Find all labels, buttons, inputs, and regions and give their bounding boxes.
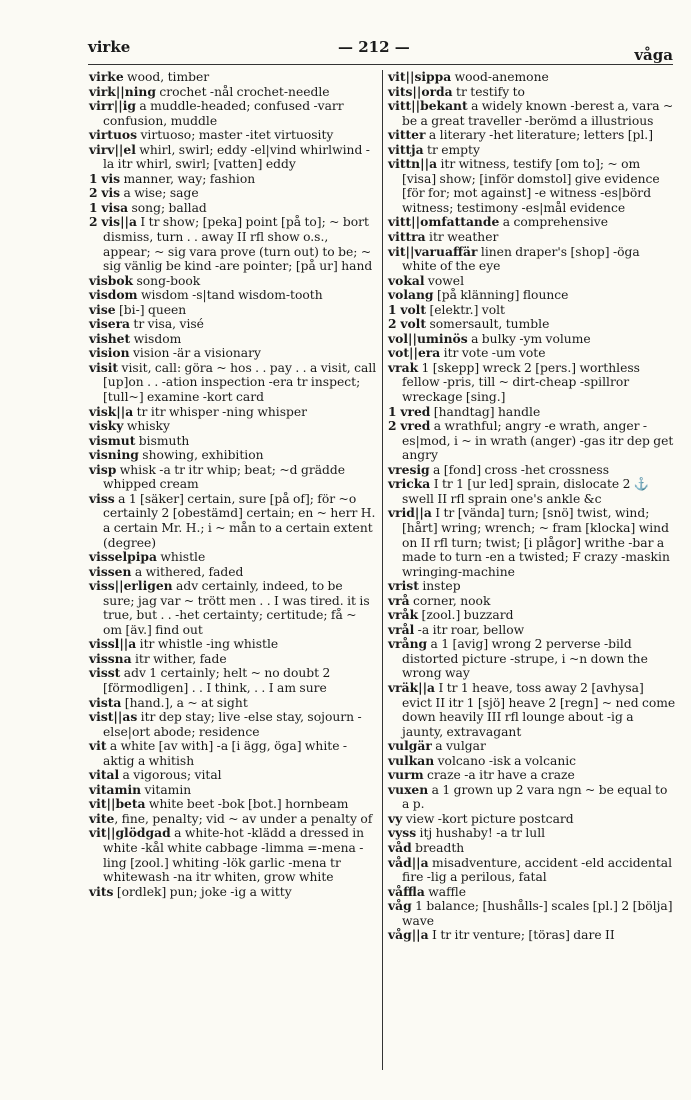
entry-headword: virr||ig [89,98,136,114]
entry-definition: a muddle-headed; confused -varr confusion, muddle [103,99,344,128]
entry-headword: vist||as [89,709,138,725]
dictionary-entry [89,405,377,420]
entry-headword: vricka [388,476,431,492]
entry-headword: vit||beta [89,796,146,812]
entry-definition: misadventure, accident -eld accidental fire -lig a perilous, fatal [402,855,673,885]
entry-definition: white beet -bok [bot.] hornbeam [145,797,349,812]
entry-headword: 1 vred [388,403,431,419]
entry-definition: a vulgar [431,739,486,754]
dictionary-entry [388,594,676,609]
entry-headword: vräk||a [388,679,436,695]
entry-definition: bismuth [135,433,190,448]
entry-definition: vision -är a visionary [129,346,261,361]
dictionary-entry [388,303,676,318]
entry-definition: I tr 1 [ur led] sprain, dislocate 2 ⚓ swell II rfl sprain one's ankle &c [402,477,650,506]
entry-headword: 1 volt [388,301,427,317]
entry-headword: vise [89,301,116,317]
entry-definition: [hand.], a ~ at sight [121,695,248,710]
entry-headword: virtuos [89,127,138,143]
entry-headword: våg [388,898,412,914]
entry-definition: a wrathful; angry -e wrath, anger -es|mod, i ~ in wrath (anger) -gas itr dep get angry [402,419,674,463]
dictionary-entry [388,885,676,900]
dictionary-entry [388,681,676,739]
entry-definition: itr vote -um vote [440,346,546,361]
entry-definition: tr visa, visé [130,317,204,332]
entry-headword: vulgär [388,738,432,754]
entry-headword: volang [388,287,434,303]
entry-headword: 2 vis||a [89,214,137,230]
dictionary-entry [388,128,676,143]
dictionary-entry [89,739,377,768]
entry-definition: instep [418,579,461,594]
header-rule [88,64,673,65]
dictionary-entry [89,550,377,565]
entry-definition: visit, call: göra ~ hos . . pay . . a visit, call [up]on . . -ation inspection -era tr inspect; [tull~] examine -kort card [103,360,377,405]
dictionary-entry [388,783,676,812]
entry-headword: visk||a [89,403,134,419]
dictionary-entry [89,99,377,128]
right-column [388,70,676,943]
dictionary-entry [89,826,377,884]
entry-definition: itj hushaby! -a tr lull [416,826,546,841]
dictionary-entry [388,826,676,841]
dictionary-entry [388,361,676,405]
entry-definition: a white [av with] -a [i ägg, öga] white -aktig a whitish [103,739,348,768]
entry-headword: vrå [388,592,410,608]
dictionary-entry [89,710,377,739]
header-left-guideword: virke [88,38,131,56]
entry-headword: 2 volt [388,316,427,332]
dictionary-entry [388,405,676,420]
entry-headword: våffla [388,883,425,899]
entry-headword: virk||ning [89,83,156,99]
column-divider [382,70,383,1070]
entry-definition: song-book [133,273,201,288]
entry-headword: vuxen [388,781,429,797]
entry-definition: virtuoso; master -itet virtuosity [137,128,334,143]
entry-headword: vrål [388,621,415,637]
dictionary-entry [89,652,377,667]
dictionary-entry [89,215,377,273]
entry-headword: visera [89,316,131,332]
dictionary-entry [89,768,377,783]
entry-headword: vital [89,767,120,783]
dictionary-entry [388,85,676,100]
entry-headword: visning [89,447,139,463]
entry-definition: , fine, penalty; vid ~ av under a penalty of [114,811,373,826]
dictionary-entry [89,172,377,187]
entry-headword: våg||a [388,927,429,943]
entry-definition: [ordlek] pun; joke -ig a witty [113,884,292,899]
dictionary-entry [388,288,676,303]
dictionary-entry [89,346,377,361]
entry-headword: vitt||omfattande [388,214,500,230]
entry-headword: virv||el [89,141,136,157]
dictionary-entry [388,99,676,128]
entry-definition: manner, way; fashion [120,171,256,186]
entry-definition: a bulky -ym volume [467,331,591,346]
entry-headword: vrak [388,359,419,375]
dictionary-entry [89,332,377,347]
dictionary-entry [388,230,676,245]
dictionary-entry [89,317,377,332]
entry-definition: vitamin [141,782,192,797]
entry-definition: I tr [vända] turn; [snö] twist, wind; [hårt] wring; wrench; ~ fram [klocka] wind on II rfl turn; twist; [i plågor] writhe -bar a made to turn -en a twisted; F crazy -maskin wringing-machine [402,506,670,579]
entry-definition: a 1 [säker] certain, sure [på of]; för ~o certainly 2 [obestämd] certain; en ~ herr H. a certain Mr. H.; i ~ mån to a certain extent (degree) [103,491,376,550]
entry-headword: vrång [388,636,428,652]
dictionary-entry [388,608,676,623]
entry-definition: song; ballad [128,200,207,215]
entry-definition: tr itr whisper -ning whisper [133,404,308,419]
dictionary-entry [388,157,676,215]
dictionary-entry [89,419,377,434]
entry-definition: [zool.] buzzard [418,608,514,623]
dictionary-entry [89,797,377,812]
dictionary-entry [388,463,676,478]
entry-headword: 2 vred [388,418,431,434]
entry-headword: vot||era [388,345,441,361]
entry-headword: vishet [89,330,131,346]
entry-definition: waffle [424,884,467,899]
dictionary-entry [388,899,676,928]
header-right-guideword: våga [634,46,673,64]
entry-headword: visbok [89,272,134,288]
entry-definition: I tr show; [peka] point [på to]; ~ bort dismiss, turn . . away II rfl show o.s., appear; ~ sig vara prove (turn out) to be; ~ sig vänlig be kind -are pointer; [på ur] hand [103,215,373,274]
entry-headword: 1 vis [89,170,121,186]
dictionary-entry [89,303,377,318]
dictionary-entry [388,419,676,463]
dictionary-entry [89,492,377,550]
dictionary-entry [388,841,676,856]
entry-headword: vurm [388,767,424,783]
dictionary-entry [89,361,377,405]
dictionary-entry [388,245,676,274]
entry-headword: 2 vis [89,185,121,201]
entry-headword: vitamin [89,781,142,797]
entry-headword: vision [89,345,130,361]
left-column [89,70,377,899]
dictionary-entry [388,928,676,943]
dictionary-entry [388,739,676,754]
entry-headword: visit [89,359,119,375]
dictionary-entry [89,696,377,711]
entry-definition: a 1 [avig] wrong 2 perverse -bild distorted picture -strupe, i ~n down the wrong way [402,637,648,681]
entry-headword: vissna [89,650,132,666]
dictionary-entry [89,128,377,143]
entry-definition: itr weather [425,230,499,245]
entry-headword: vrid||a [388,505,432,521]
entry-headword: vol||uminös [388,330,468,346]
entry-definition: a [fond] cross -het crossness [429,462,610,477]
page-header [88,38,673,62]
dictionary-entry [89,885,377,900]
entry-headword: viss||erligen [89,578,173,594]
entry-definition: linen draper's [shop] -öga white of the eye [402,244,640,274]
entry-definition: tr empty [423,142,480,157]
dictionary-entry [89,448,377,463]
dictionary-entry [89,463,377,492]
dictionary-entry [388,856,676,885]
entry-definition: adv 1 certainly; helt ~ no doubt 2 [förmodligen] . . I think, . . I am sure [103,666,331,695]
entry-definition: a widely known -berest a, vara ~ be a great traveller -berömd a illustrious [402,99,674,128]
entry-definition: a comprehensive [499,215,609,230]
entry-headword: visselpipa [89,549,157,565]
entry-definition: [handtag] handle [430,404,541,419]
entry-headword: vismut [89,432,136,448]
entry-definition: wisdom [130,331,182,346]
entry-definition: a withered, faded [131,564,244,579]
entry-headword: vista [89,694,122,710]
entry-headword: vits [89,883,114,899]
entry-definition: whisk -a tr itr whip; beat; ~d grädde whipped cream [103,462,346,492]
entry-headword: vit||sippa [388,69,452,84]
dictionary-entry [89,288,377,303]
entry-definition: adv certainly, indeed, to be sure; jag var ~ trött men . . I was tired. it is true, but . . -het certainty; certitude; få ~ om [äv.] find out [103,579,370,637]
entry-headword: visdom [89,287,138,303]
entry-definition: a 1 grown up 2 vara ngn ~ be equal to a p. [402,782,668,812]
entry-definition: a vigorous; vital [119,768,222,783]
entry-definition: a white-hot -klädd a dressed in white -kål white cabbage -limma =-mena -ling [zool.] whiting -lök garlic -mena tr whitewash -na itr whiten, grow white [103,826,365,885]
entry-definition: view -kort picture postcard [402,811,574,826]
entry-definition: [på klänning] flounce [433,288,569,303]
entry-definition: 1 [skepp] wreck 2 [pers.] worthless fellow -pris, till ~ dirt-cheap -spillror wreckage [sing.] [402,360,640,405]
entry-definition: [bi-] queen [115,302,187,317]
dictionary-entry [89,143,377,172]
dictionary-entry [89,579,377,637]
entry-definition: I tr 1 heave, toss away 2 [avhysa] evict II itr 1 [sjö] heave 2 [regn] ~ ned come down heavily III rfl lounge about -ig a jaunty, extravagant [402,680,676,739]
entry-definition: a literary -het literature; letters [pl.] [425,128,654,143]
dictionary-entry [89,70,377,85]
entry-headword: vit||glödgad [89,825,171,841]
entry-headword: 1 visa [89,199,129,215]
dictionary-entry [388,70,676,85]
entry-headword: våd [388,839,412,855]
dictionary-entry [89,783,377,798]
dictionary-entry [89,637,377,652]
entry-headword: virke [89,69,124,84]
entry-headword: vresig [388,461,430,477]
dictionary-entry [89,201,377,216]
entry-headword: vittn||a [388,156,438,172]
entry-headword: vitter [388,127,426,143]
entry-headword: vrist [388,578,419,594]
entry-headword: vy [388,810,403,826]
dictionary-entry [388,754,676,769]
entry-headword: visky [89,418,124,434]
entry-definition: wood-anemone [451,70,549,84]
dictionary-entry [388,579,676,594]
entry-headword: vits||orda [388,83,453,99]
dictionary-entry [89,666,377,695]
dictionary-entry [89,274,377,289]
entry-headword: visp [89,461,117,477]
entry-headword: vitt||bekant [388,98,468,114]
dictionary-entry [388,317,676,332]
entry-definition: showing, exhibition [138,448,264,463]
entry-headword: vyss [388,825,417,841]
entry-definition: itr witness, testify [om to]; ~ om [visa] show; [inför domstol] give evidence [för for; mot against] -e witness -es|börd witness; testimony -es|mål evidence [402,157,660,215]
entry-definition: wisdom -s|tand wisdom-tooth [137,288,323,303]
entry-headword: vittja [388,141,424,157]
entry-definition: craze -a itr have a craze [423,768,575,783]
entry-headword: vråk [388,607,419,623]
entry-definition: a wise; sage [120,186,199,201]
entry-definition: breadth [411,840,465,855]
dictionary-entry [388,332,676,347]
dictionary-entry [89,565,377,580]
dictionary-entry [388,623,676,638]
entry-headword: vissen [89,563,132,579]
entry-definition: corner, nook [409,593,491,608]
entry-definition: volcano -isk a volcanic [434,753,577,768]
entry-definition: itr whistle -ing whistle [136,637,279,652]
entry-definition: whistle [157,550,206,565]
entry-headword: vittra [388,229,426,245]
entry-definition: somersault, tumble [426,317,550,332]
entry-definition: itr wither, fade [131,651,227,666]
entry-headword: våd||a [388,854,429,870]
dictionary-entry [388,143,676,158]
entry-headword: visst [89,665,121,681]
entry-headword: vit [89,738,107,754]
entry-definition: -a itr roar, bellow [414,622,525,637]
dictionary-entry [388,215,676,230]
entry-headword: vissl||a [89,636,137,652]
page-number: — 212 — [338,38,410,56]
dictionary-entry [89,85,377,100]
entry-headword: viss [89,490,115,506]
dictionary-entry [388,506,676,579]
entry-definition: crochet -nål crochet-needle [155,84,330,99]
dictionary-entry [388,812,676,827]
entry-definition: 1 balance; [hushålls-] scales [pl.] 2 [bölja] wave [402,899,673,928]
dictionary-entry [388,477,676,506]
entry-definition: vowel [424,273,465,288]
entry-definition: I tr itr venture; [töras] dare II [428,928,615,943]
entry-definition: [elektr.] volt [426,302,506,317]
dictionary-entry [388,274,676,289]
entry-definition: whirl, swirl; eddy -el|vind whirlwind -la itr whirl, swirl; [vatten] eddy [103,142,370,172]
entry-headword: vit||varuaffär [388,243,478,259]
entry-definition: tr testify to [452,84,525,99]
entry-headword: vite [89,810,115,826]
entry-definition: itr dep stay; live -else stay, sojourn -else|ort abode; residence [103,710,362,739]
dictionary-entry [89,434,377,449]
entry-definition: whisky [123,419,170,434]
entry-headword: vulkan [388,752,435,768]
dictionary-entry [388,346,676,361]
entry-definition: wood, timber [123,70,210,84]
dictionary-entry [388,637,676,681]
dictionary-entry [89,186,377,201]
dictionary-entry [89,812,377,827]
dictionary-entry [388,768,676,783]
entry-headword: vokal [388,272,425,288]
